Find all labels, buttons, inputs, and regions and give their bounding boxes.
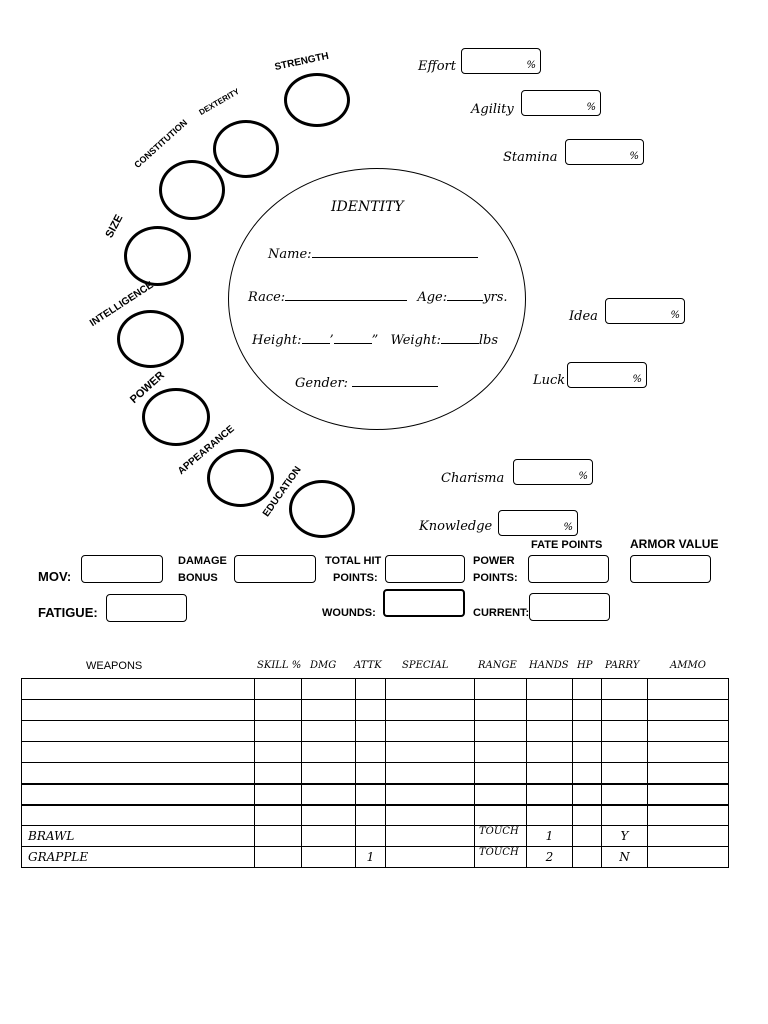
race-age-row bbox=[248, 287, 508, 305]
strength-label: STRENGTH bbox=[273, 50, 330, 73]
age-field[interactable] bbox=[447, 287, 483, 301]
gender-row bbox=[295, 373, 438, 391]
knowledge-box[interactable] bbox=[498, 510, 578, 536]
cell-hands[interactable] bbox=[527, 805, 573, 826]
cell-weapon[interactable] bbox=[22, 700, 255, 721]
cell-skill[interactable] bbox=[255, 742, 302, 763]
cell-attk[interactable] bbox=[356, 742, 386, 763]
cell-skill[interactable] bbox=[255, 700, 302, 721]
mov-label: MOV: bbox=[38, 569, 72, 584]
name-row bbox=[268, 244, 478, 262]
cell-special[interactable] bbox=[386, 784, 475, 805]
cell-dmg[interactable] bbox=[302, 826, 356, 847]
cell-attk[interactable] bbox=[356, 700, 386, 721]
cell-attk[interactable] bbox=[356, 784, 386, 805]
cell-weapon[interactable] bbox=[22, 805, 255, 826]
cell-range[interactable] bbox=[475, 721, 527, 742]
col-special: SPECIAL bbox=[402, 660, 449, 671]
table-row bbox=[22, 826, 729, 847]
table-row bbox=[22, 700, 729, 721]
name-label: Name: bbox=[268, 247, 312, 262]
table-row bbox=[22, 784, 729, 805]
idea-label: Idea bbox=[569, 309, 598, 324]
table-row bbox=[22, 847, 729, 868]
cell-range[interactable]: TOUCH bbox=[475, 847, 527, 868]
cell-hp[interactable] bbox=[573, 763, 602, 784]
cell-parry[interactable] bbox=[602, 679, 648, 700]
appearance-circle[interactable] bbox=[207, 449, 274, 507]
cell-weapon[interactable]: GRAPPLE bbox=[22, 847, 255, 868]
size-label: SIZE bbox=[103, 212, 126, 240]
cell-ammo[interactable] bbox=[648, 847, 729, 868]
current-label: CURRENT: bbox=[473, 607, 530, 619]
cell-ammo[interactable] bbox=[648, 826, 729, 847]
weapons-body bbox=[22, 679, 729, 868]
intelligence-circle[interactable] bbox=[117, 310, 184, 368]
cell-skill[interactable] bbox=[255, 805, 302, 826]
cell-dmg[interactable] bbox=[302, 763, 356, 784]
table-row bbox=[22, 763, 729, 784]
cell-parry[interactable] bbox=[602, 805, 648, 826]
knowledge-label: Knowledge bbox=[419, 519, 493, 534]
cell-special[interactable] bbox=[386, 826, 475, 847]
cell-ammo[interactable] bbox=[648, 805, 729, 826]
agility-percent: % bbox=[586, 102, 596, 113]
power-circle[interactable] bbox=[142, 388, 210, 446]
col-skill: SKILL % bbox=[257, 660, 302, 671]
cell-parry[interactable] bbox=[602, 742, 648, 763]
size-circle[interactable] bbox=[124, 226, 191, 286]
stamina-box[interactable] bbox=[565, 139, 644, 165]
cell-special[interactable] bbox=[386, 847, 475, 868]
height-label: Height: bbox=[252, 333, 302, 348]
luck-label: Luck bbox=[533, 373, 566, 388]
idea-percent: % bbox=[670, 310, 680, 321]
cell-hp[interactable] bbox=[573, 721, 602, 742]
appearance-label: APPEARANCE bbox=[175, 423, 237, 477]
table-row bbox=[22, 679, 729, 700]
intelligence-label: INTELLIGENCE bbox=[88, 279, 156, 329]
bonus-label: BONUS bbox=[178, 572, 218, 584]
cell-range[interactable]: TOUCH bbox=[475, 826, 527, 847]
cell-weapon[interactable] bbox=[22, 763, 255, 784]
cell-skill[interactable] bbox=[255, 847, 302, 868]
cell-ammo[interactable] bbox=[648, 679, 729, 700]
armor-value-label: ARMOR VALUE bbox=[630, 537, 719, 551]
weight-label: Weight: bbox=[390, 333, 441, 348]
cell-special[interactable] bbox=[386, 805, 475, 826]
identity-title: IDENTITY bbox=[331, 199, 404, 215]
fatigue-label: FATIGUE: bbox=[38, 605, 98, 620]
cell-parry[interactable] bbox=[602, 721, 648, 742]
inch-mark: ” bbox=[371, 333, 379, 348]
cell-range[interactable] bbox=[475, 763, 527, 784]
power-points-label: POWER bbox=[473, 555, 515, 567]
knowledge-percent: % bbox=[563, 522, 573, 533]
stamina-label: Stamina bbox=[503, 150, 558, 165]
cell-attk[interactable] bbox=[356, 805, 386, 826]
cell-special[interactable] bbox=[386, 721, 475, 742]
cell-skill[interactable] bbox=[255, 679, 302, 700]
mov-box[interactable] bbox=[81, 555, 163, 583]
age-unit: yrs. bbox=[483, 290, 508, 305]
cell-range[interactable] bbox=[475, 805, 527, 826]
power-points-label-2: POINTS: bbox=[473, 572, 518, 584]
cell-attk[interactable] bbox=[356, 826, 386, 847]
cell-range[interactable] bbox=[475, 784, 527, 805]
agility-box[interactable] bbox=[521, 90, 601, 116]
education-label: EDUCATION bbox=[260, 464, 304, 519]
fate-points-label: FATE POINTS bbox=[531, 539, 603, 551]
cell-skill[interactable] bbox=[255, 763, 302, 784]
cell-hands[interactable] bbox=[527, 700, 573, 721]
cell-range[interactable] bbox=[475, 742, 527, 763]
cell-ammo[interactable] bbox=[648, 784, 729, 805]
constitution-circle[interactable] bbox=[159, 160, 225, 220]
idea-box[interactable] bbox=[605, 298, 685, 324]
cell-weapon[interactable]: BRAWL bbox=[22, 826, 255, 847]
cell-special[interactable] bbox=[386, 679, 475, 700]
cell-range[interactable] bbox=[475, 679, 527, 700]
cell-hands[interactable] bbox=[527, 679, 573, 700]
col-hp: HP bbox=[577, 660, 593, 671]
cell-attk[interactable]: 1 bbox=[356, 847, 386, 868]
col-attk: ATTK bbox=[354, 660, 382, 671]
age-label: Age: bbox=[417, 290, 448, 305]
effort-box[interactable] bbox=[461, 48, 541, 74]
cell-weapon[interactable] bbox=[22, 742, 255, 763]
cell-attk[interactable] bbox=[356, 679, 386, 700]
cell-attk[interactable] bbox=[356, 763, 386, 784]
cell-ammo[interactable] bbox=[648, 742, 729, 763]
total-hit-points-box[interactable] bbox=[385, 555, 465, 583]
cell-hp[interactable] bbox=[573, 679, 602, 700]
cell-hp[interactable] bbox=[573, 700, 602, 721]
cell-ammo[interactable] bbox=[648, 721, 729, 742]
cell-ammo[interactable] bbox=[648, 700, 729, 721]
col-parry: PARRY bbox=[605, 660, 640, 671]
cell-hands[interactable] bbox=[527, 784, 573, 805]
weight-field[interactable] bbox=[441, 330, 479, 344]
cell-special[interactable] bbox=[386, 742, 475, 763]
hit-points-label: POINTS: bbox=[333, 572, 378, 584]
cell-parry[interactable]: Y bbox=[602, 826, 648, 847]
race-label: Race: bbox=[248, 290, 286, 305]
cell-dmg[interactable] bbox=[302, 847, 356, 868]
damage-label: DAMAGE bbox=[178, 555, 227, 567]
wounds-box[interactable] bbox=[383, 589, 465, 617]
cell-special[interactable] bbox=[386, 763, 475, 784]
cell-dmg[interactable] bbox=[302, 784, 356, 805]
current-box[interactable] bbox=[529, 593, 610, 621]
height-inches-field[interactable] bbox=[334, 330, 372, 344]
cell-hp[interactable] bbox=[573, 847, 602, 868]
cell-hands[interactable]: 1 bbox=[527, 826, 573, 847]
cell-hands[interactable] bbox=[527, 742, 573, 763]
dexterity-circle[interactable] bbox=[213, 120, 279, 178]
table-row bbox=[22, 742, 729, 763]
cell-dmg[interactable] bbox=[302, 721, 356, 742]
cell-hp[interactable] bbox=[573, 805, 602, 826]
cell-range[interactable] bbox=[475, 700, 527, 721]
stamina-percent: % bbox=[629, 151, 639, 162]
agility-label: Agility bbox=[471, 102, 514, 117]
education-circle[interactable] bbox=[289, 480, 355, 538]
height-feet-field[interactable] bbox=[302, 330, 330, 344]
cell-dmg[interactable] bbox=[302, 805, 356, 826]
charisma-box[interactable] bbox=[513, 459, 593, 485]
cell-parry[interactable] bbox=[602, 700, 648, 721]
cell-hp[interactable] bbox=[573, 742, 602, 763]
cell-parry[interactable]: N bbox=[602, 847, 648, 868]
cell-parry[interactable] bbox=[602, 784, 648, 805]
luck-percent: % bbox=[632, 374, 642, 385]
col-weapons: WEAPONS bbox=[86, 660, 143, 672]
cell-skill[interactable] bbox=[255, 826, 302, 847]
fatigue-box[interactable] bbox=[106, 594, 187, 622]
cell-hands[interactable] bbox=[527, 721, 573, 742]
wounds-label: WOUNDS: bbox=[322, 607, 376, 619]
gender-field[interactable] bbox=[352, 373, 438, 387]
cell-hp[interactable] bbox=[573, 784, 602, 805]
cell-skill[interactable] bbox=[255, 721, 302, 742]
cell-parry[interactable] bbox=[602, 763, 648, 784]
strength-circle[interactable] bbox=[284, 73, 350, 127]
weight-unit: lbs bbox=[478, 333, 499, 348]
cell-hands[interactable] bbox=[527, 763, 573, 784]
race-field[interactable] bbox=[285, 287, 407, 301]
cell-weapon[interactable] bbox=[22, 784, 255, 805]
cell-ammo[interactable] bbox=[648, 763, 729, 784]
power-label: POWER bbox=[127, 369, 167, 406]
cell-hands[interactable]: 2 bbox=[527, 847, 573, 868]
cell-special[interactable] bbox=[386, 700, 475, 721]
cell-hp[interactable] bbox=[573, 826, 602, 847]
constitution-label: CONSTITUTION bbox=[132, 117, 190, 170]
cell-dmg[interactable] bbox=[302, 679, 356, 700]
height-weight-row bbox=[252, 330, 498, 348]
name-field[interactable] bbox=[312, 244, 478, 258]
cell-attk[interactable] bbox=[356, 721, 386, 742]
cell-skill[interactable] bbox=[255, 784, 302, 805]
cell-weapon[interactable] bbox=[22, 721, 255, 742]
table-row bbox=[22, 721, 729, 742]
cell-dmg[interactable] bbox=[302, 700, 356, 721]
gender-label: Gender: bbox=[295, 376, 349, 391]
col-range: RANGE bbox=[478, 660, 517, 671]
cell-weapon[interactable] bbox=[22, 679, 255, 700]
cell-dmg[interactable] bbox=[302, 742, 356, 763]
col-ammo: AMMO bbox=[670, 660, 706, 671]
dexterity-label: DEXTERITY bbox=[197, 86, 241, 117]
col-dmg: DMG bbox=[310, 660, 337, 671]
damage-bonus-box[interactable] bbox=[234, 555, 316, 583]
effort-percent: % bbox=[526, 60, 536, 71]
power-points-box[interactable] bbox=[528, 555, 609, 583]
weapons-table bbox=[21, 678, 729, 868]
feet-mark: ’ bbox=[329, 333, 334, 348]
col-hands: HANDS bbox=[529, 660, 569, 671]
luck-box[interactable] bbox=[567, 362, 647, 388]
armor-value-box[interactable] bbox=[630, 555, 711, 583]
total-hit-label: TOTAL HIT bbox=[325, 555, 382, 567]
effort-label: Effort bbox=[418, 59, 456, 74]
charisma-percent: % bbox=[578, 471, 588, 482]
table-row bbox=[22, 805, 729, 826]
charisma-label: Charisma bbox=[441, 471, 505, 486]
